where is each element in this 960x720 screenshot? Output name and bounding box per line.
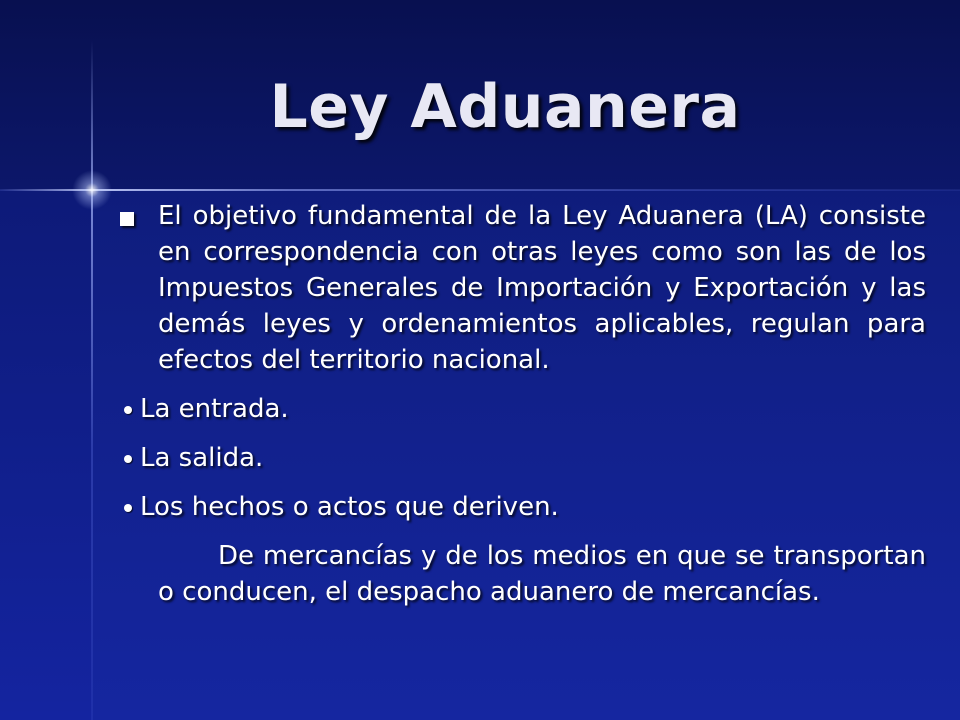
left-band [0, 190, 92, 720]
slide-content [118, 198, 926, 610]
bullet-dot-icon [124, 406, 132, 414]
slide-title: Ley Aduanera [269, 72, 741, 142]
sub-point-text: La salida. [140, 443, 264, 473]
light-flare [72, 170, 112, 210]
sub-point-2 [118, 440, 926, 476]
closing-paragraph: De mercancías y de los medios en que se transportan o conducen, el despacho aduanero de mercancías. [158, 541, 926, 607]
bullet-dot-icon [124, 455, 132, 463]
sub-point-3 [118, 489, 926, 525]
vertical-light-line [91, 40, 93, 720]
sub-point-text: La entrada. [140, 394, 289, 424]
square-bullet-icon [120, 212, 134, 226]
main-point-text: El objetivo fundamental de la Ley Aduanera (LA) consiste en correspondencia con otras leyes como son las de los Impuestos Generales de Importación y Exportación y las demás leyes y ordenamientos aplicables, regulan para efectos del territorio nacional. [158, 201, 926, 375]
bullet-dot-icon [124, 504, 132, 512]
sub-point-1 [118, 391, 926, 427]
sub-point-text: Los hechos o actos que deriven. [140, 492, 559, 522]
horizontal-light-line [0, 189, 960, 191]
main-bullet-item [118, 198, 926, 378]
